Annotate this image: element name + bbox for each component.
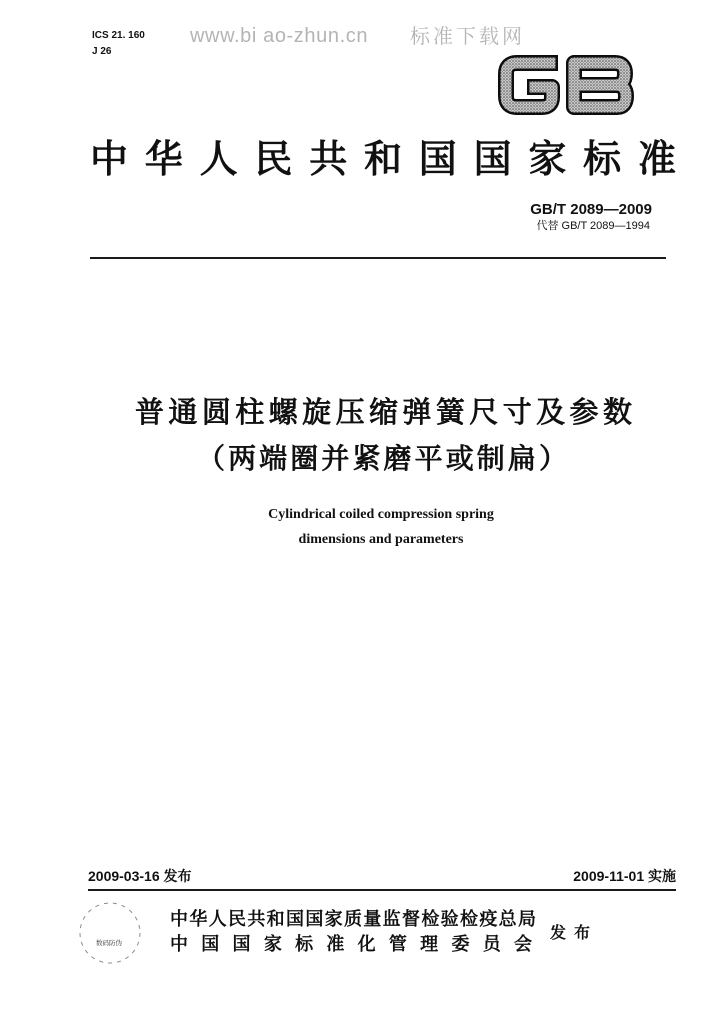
- ics-code: ICS 21. 160: [92, 30, 145, 41]
- document-subtitle-en: dimensions and parameters: [298, 532, 464, 547]
- document-subtitle-zh: （两端圈并紧磨平或制扁）: [197, 442, 567, 475]
- document-title-zh: 普通圆柱螺旋压缩弹簧尺寸及参数: [135, 395, 632, 429]
- seal-text: 数码防伪: [96, 939, 122, 947]
- watermark-site-name: 标准下载网: [410, 24, 525, 48]
- issuer-sac: 中国国家标准化管理委员会: [170, 934, 532, 955]
- issue-date: 2009-03-16 发布: [88, 868, 192, 884]
- anti-counterfeit-seal: [76, 899, 144, 967]
- gb-logo: [497, 54, 634, 116]
- issuer-aqsiq: 中华人民共和国国家质量监督检验检疫总局: [170, 909, 536, 930]
- footer-divider: [88, 889, 676, 891]
- header-divider: [90, 257, 666, 259]
- watermark-url: www.bi ao-zhun.cn: [190, 25, 369, 47]
- issue-action: 发布: [550, 923, 590, 942]
- replaces-standard: 代替 GB/T 2089—1994: [536, 220, 650, 232]
- seal-ring: [80, 903, 140, 963]
- implementation-date: 2009-11-01 实施: [573, 868, 676, 884]
- document-title-en: Cylindrical coiled compression spring: [268, 507, 494, 522]
- page-title: 中华人民共和国国家标准: [90, 137, 676, 181]
- standard-number: GB/T 2089—2009: [530, 201, 652, 218]
- ccs-code: J 26: [92, 46, 112, 57]
